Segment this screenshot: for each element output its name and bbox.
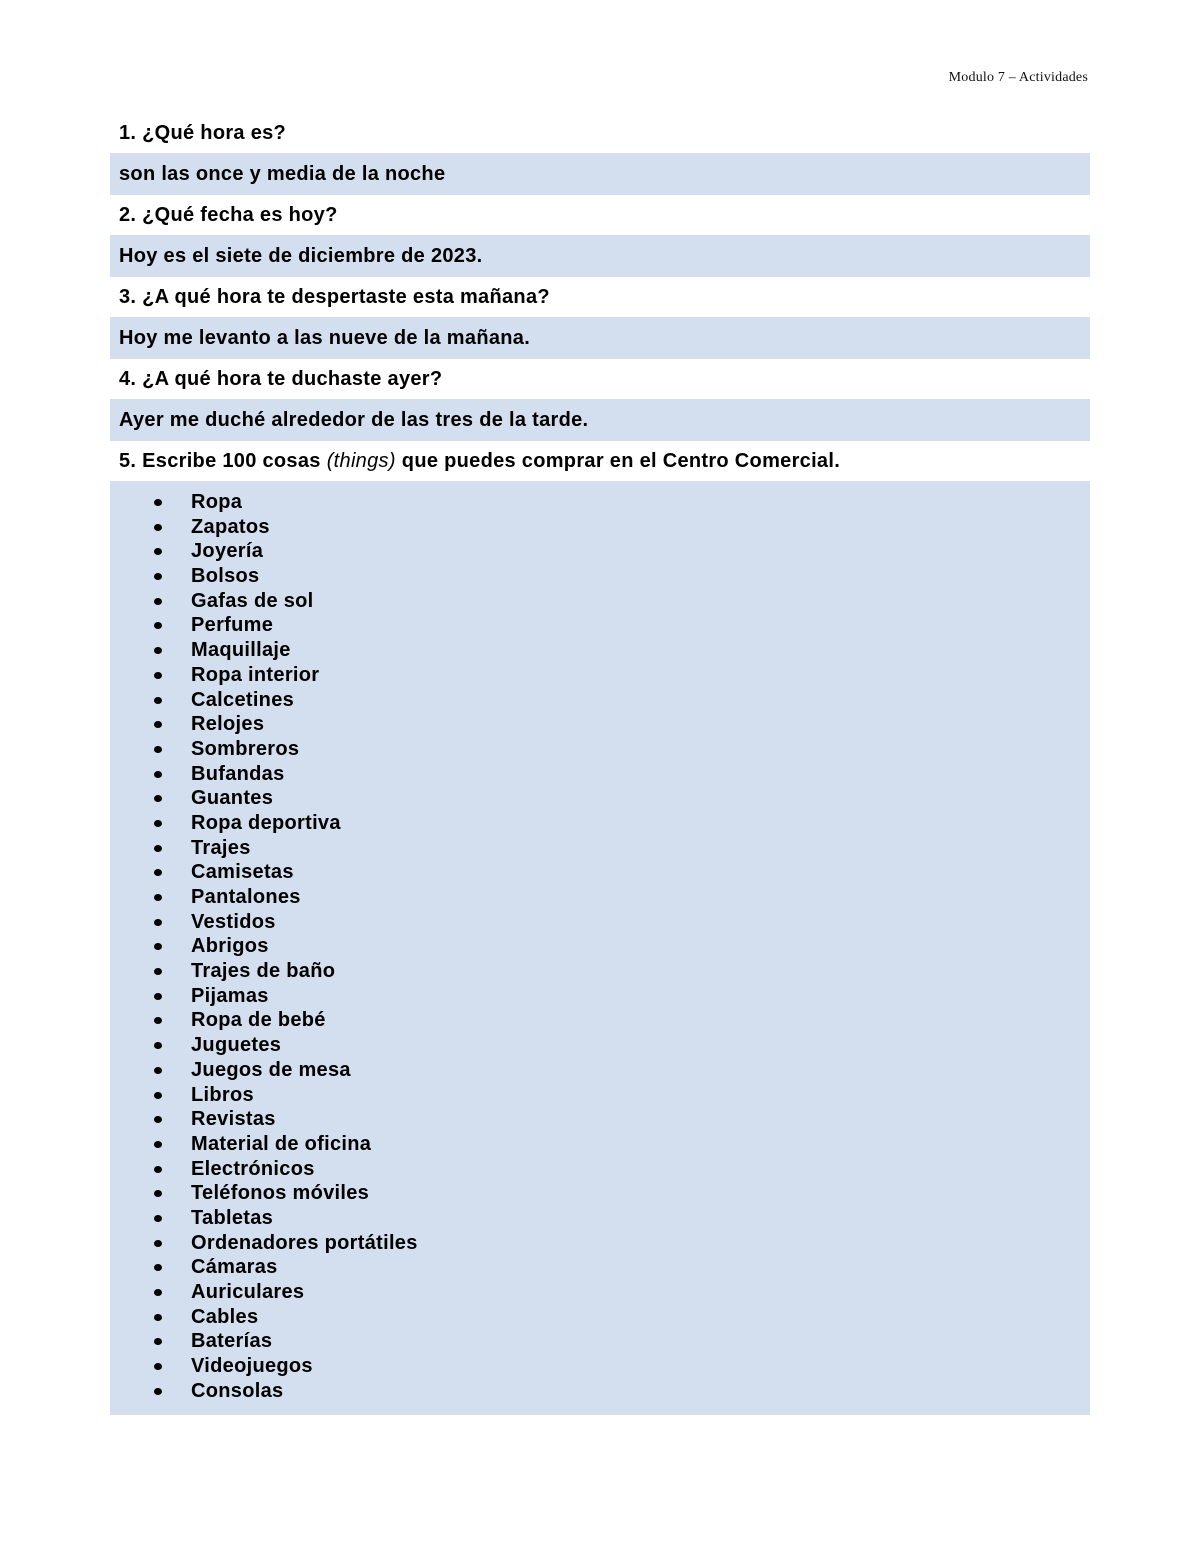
list-item-label: Revistas	[191, 1108, 276, 1131]
list-item	[110, 1008, 1090, 1033]
list-item	[110, 836, 1090, 861]
bullet-icon	[154, 1264, 162, 1271]
list-item	[110, 1033, 1090, 1058]
list-item	[110, 1255, 1090, 1280]
bullet-icon	[154, 1042, 162, 1049]
question-5	[110, 441, 1090, 481]
list-item-label: Tabletas	[191, 1206, 274, 1229]
list-item	[110, 1379, 1090, 1404]
question-5-suffix: que puedes comprar en el Centro Comercial.	[401, 449, 841, 472]
list-item	[110, 638, 1090, 663]
bullet-icon	[154, 968, 162, 975]
bullet-icon	[154, 1314, 162, 1321]
list-item	[110, 811, 1090, 836]
list-item	[110, 1181, 1090, 1206]
bullet-icon	[154, 672, 162, 679]
list-item-label: Ropa	[191, 491, 243, 513]
question-5-italic: (things)	[326, 449, 396, 472]
list-item-label: Sombreros	[191, 737, 300, 760]
list-item-label: Camisetas	[191, 861, 294, 884]
bullet-icon	[154, 499, 162, 506]
list-item	[110, 1280, 1090, 1305]
bullet-icon	[154, 1141, 162, 1148]
bullet-icon	[154, 524, 162, 531]
shopping-items-list	[110, 490, 1090, 1403]
list-item-label: Abrigos	[191, 935, 269, 958]
bullet-icon	[154, 721, 162, 728]
list-item-label: Electrónicos	[191, 1157, 315, 1180]
list-item	[110, 860, 1090, 885]
bullet-icon	[154, 1215, 162, 1222]
list-item-label: Bolsos	[191, 565, 260, 588]
list-item-label: Trajes	[191, 836, 251, 859]
list-item	[110, 762, 1090, 787]
list-item-label: Pantalones	[191, 886, 301, 908]
bullet-icon	[154, 820, 162, 827]
list-item-label: Vestidos	[191, 910, 276, 933]
list-item-label: Cables	[191, 1305, 259, 1328]
page-header: Modulo 7 – Actividades	[948, 70, 1088, 85]
list-item-label: Gafas de sol	[191, 589, 314, 612]
bullet-icon	[154, 869, 162, 876]
question-4: 4. ¿A qué hora te duchaste ayer?	[119, 367, 443, 390]
answer-2: Hoy es el siete de diciembre de 2023.	[110, 235, 1090, 277]
bullet-icon	[154, 573, 162, 580]
list-item	[110, 984, 1090, 1009]
answer-5-list-block	[110, 481, 1090, 1415]
list-item-label: Baterías	[191, 1330, 273, 1353]
list-item	[110, 613, 1090, 638]
list-item	[110, 688, 1090, 713]
list-item-label: Libros	[191, 1083, 254, 1106]
list-item-label: Material de oficina	[191, 1132, 372, 1155]
list-item-label: Cámaras	[191, 1256, 278, 1279]
list-item-label: Joyería	[191, 540, 264, 563]
bullet-icon	[154, 1116, 162, 1123]
question-1: 1. ¿Qué hora es?	[119, 121, 287, 144]
bullet-icon	[154, 1067, 162, 1074]
list-item	[110, 737, 1090, 762]
list-item	[110, 1329, 1090, 1354]
answer-4: Ayer me duché alrededor de las tres de la tarde.	[110, 399, 1090, 441]
list-item	[110, 663, 1090, 688]
list-item	[110, 934, 1090, 959]
list-item-label: Consolas	[191, 1379, 284, 1402]
list-item-label: Auriculares	[191, 1281, 305, 1303]
bullet-icon	[154, 919, 162, 926]
list-item	[110, 885, 1090, 910]
list-item	[110, 910, 1090, 935]
bullet-icon	[154, 622, 162, 629]
bullet-icon	[154, 1017, 162, 1024]
bullet-icon	[154, 1166, 162, 1173]
list-item-label: Zapatos	[191, 515, 270, 538]
list-item	[110, 1305, 1090, 1330]
list-item	[110, 959, 1090, 984]
worksheet-body	[110, 113, 1090, 1415]
bullet-icon	[154, 771, 162, 778]
list-item-label: Ordenadores portátiles	[191, 1231, 418, 1254]
list-item	[110, 1206, 1090, 1231]
bullet-icon	[154, 1388, 162, 1395]
question-5-prefix: 5. Escribe 100 cosas	[119, 449, 321, 472]
list-item	[110, 589, 1090, 614]
bullet-icon	[154, 746, 162, 753]
list-item	[110, 1083, 1090, 1108]
list-item	[110, 786, 1090, 811]
list-item-label: Guantes	[191, 787, 274, 810]
list-item	[110, 1231, 1090, 1256]
list-item-label: Juegos de mesa	[191, 1058, 351, 1081]
list-item-label: Teléfonos móviles	[191, 1182, 370, 1205]
list-item	[110, 1107, 1090, 1132]
list-item-label: Relojes	[191, 713, 265, 736]
list-item	[110, 490, 1090, 515]
bullet-icon	[154, 1289, 162, 1296]
list-item	[110, 1058, 1090, 1083]
list-item-label: Ropa interior	[191, 663, 320, 686]
bullet-icon	[154, 943, 162, 950]
bullet-icon	[154, 598, 162, 605]
bullet-icon	[154, 697, 162, 704]
list-item-label: Maquillaje	[191, 639, 291, 662]
answer-3: Hoy me levanto a las nueve de la mañana.	[110, 317, 1090, 359]
list-item-label: Trajes de baño	[191, 960, 336, 983]
bullet-icon	[154, 1190, 162, 1197]
list-item-label: Juguetes	[191, 1034, 282, 1057]
bullet-icon	[154, 548, 162, 555]
question-3: 3. ¿A qué hora te despertaste esta mañana?	[119, 285, 550, 308]
list-item-label: Videojuegos	[191, 1355, 313, 1378]
list-item	[110, 1157, 1090, 1182]
list-item-label: Ropa deportiva	[191, 811, 341, 834]
list-item	[110, 712, 1090, 737]
list-item-label: Bufandas	[191, 762, 285, 785]
bullet-icon	[154, 845, 162, 852]
bullet-icon	[154, 993, 162, 1000]
list-item	[110, 1354, 1090, 1379]
list-item-label: Ropa de bebé	[191, 1009, 326, 1032]
question-2: 2. ¿Qué fecha es hoy?	[119, 203, 338, 226]
list-item	[110, 1132, 1090, 1157]
list-item	[110, 515, 1090, 540]
list-item	[110, 564, 1090, 589]
answer-1: son las once y media de la noche	[110, 153, 1090, 195]
list-item-label: Pijamas	[191, 984, 269, 1007]
list-item-label: Calcetines	[191, 688, 295, 711]
bullet-icon	[154, 1092, 162, 1099]
bullet-icon	[154, 1338, 162, 1345]
bullet-icon	[154, 795, 162, 802]
list-item-label: Perfume	[191, 614, 274, 637]
bullet-icon	[154, 1363, 162, 1370]
bullet-icon	[154, 647, 162, 654]
bullet-icon	[154, 894, 162, 901]
list-item	[110, 539, 1090, 564]
bullet-icon	[154, 1240, 162, 1247]
